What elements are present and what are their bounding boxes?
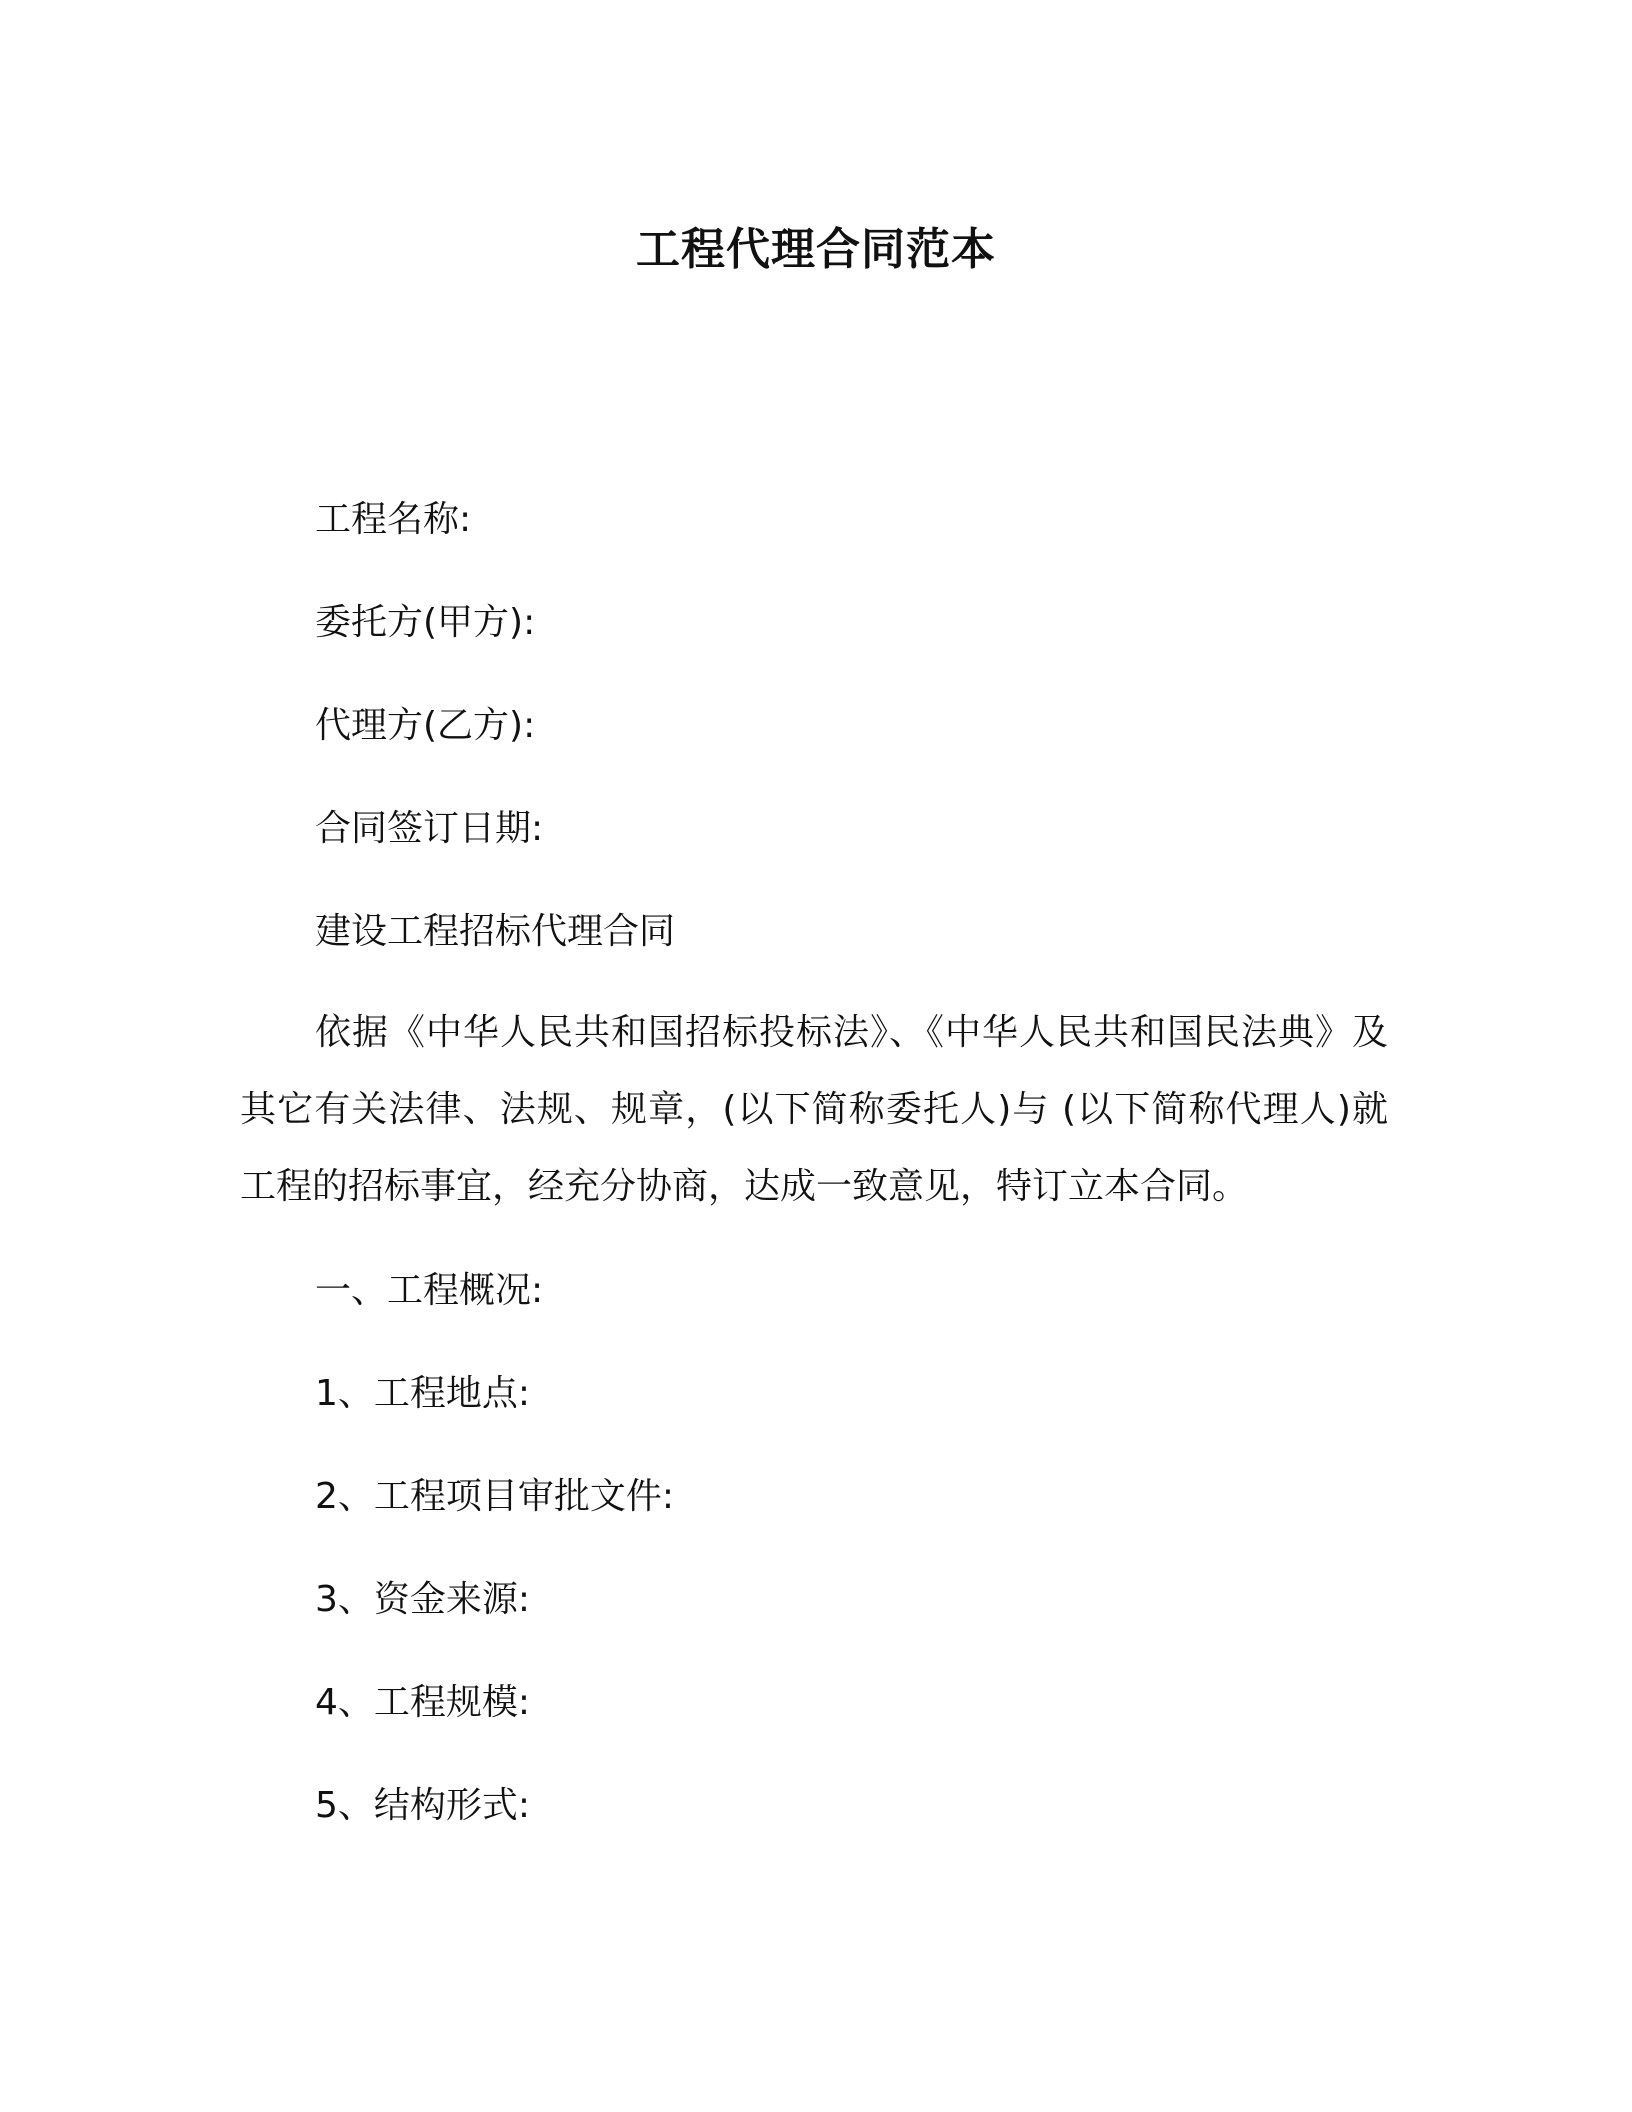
sign-date-field: 合同签订日期:: [315, 808, 544, 849]
intro-paragraph: 依据《中华人民共和国招标投标法》、《中华人民共和国民法典》及其它有关法律、法规、规章，(以下简称委托人)与 (以下简称代理人)就 工程的招标事宜，经充分协商，达成一致意见，特订立本合同。: [240, 1012, 1388, 1207]
section-1-item: 5、结构形式:: [315, 1785, 531, 1826]
agent-field: 代理方(乙方):: [315, 705, 536, 746]
section-1-heading: 一、工程概况:: [315, 1270, 544, 1311]
section-1-item: 1、工程地点:: [315, 1373, 531, 1414]
section-1-item: 2、工程项目审批文件:: [315, 1476, 675, 1517]
project-name-field: 工程名称:: [315, 499, 472, 540]
client-field: 委托方(甲方):: [315, 602, 536, 643]
section-1-item: 3、资金来源:: [315, 1579, 531, 1620]
contract-heading: 建设工程招标代理合同: [315, 911, 676, 952]
document-title: 工程代理合同范本: [636, 224, 996, 275]
section-1-item: 4、工程规模:: [315, 1682, 531, 1723]
